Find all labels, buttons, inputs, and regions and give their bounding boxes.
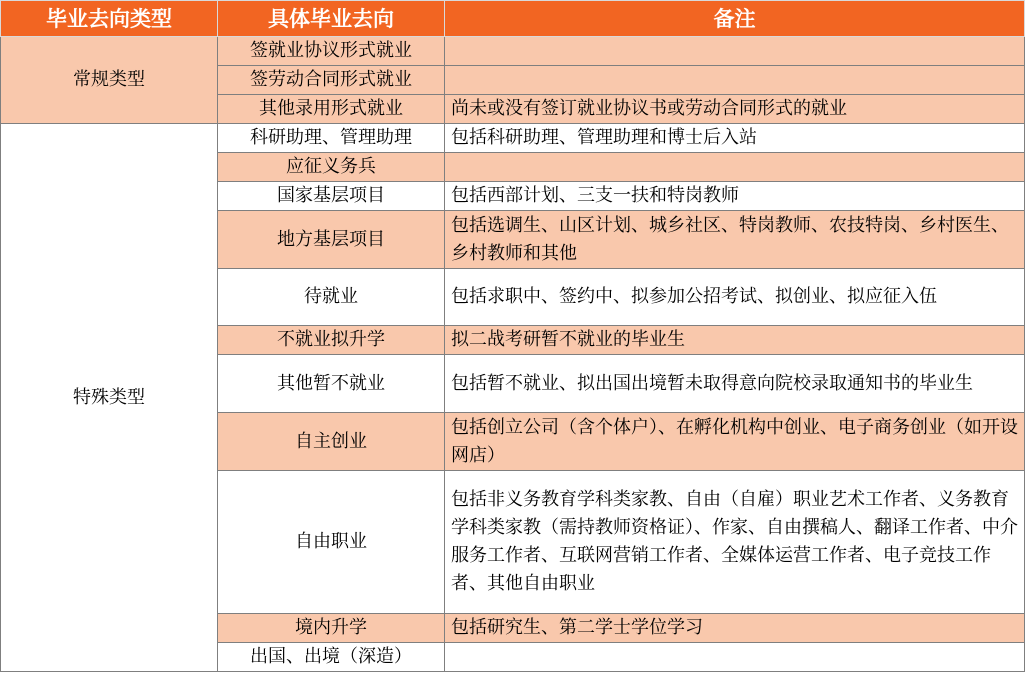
remarks-cell: 包括暂不就业、拟出国出境暂未取得意向院校录取通知书的毕业生 [445,355,1025,413]
remarks-cell: 包括研究生、第二学士学位学习 [445,614,1025,643]
remarks-cell [445,643,1025,672]
remarks-cell: 包括选调生、山区计划、城乡社区、特岗教师、农技特岗、乡村医生、乡村教师和其他 [445,211,1025,269]
remarks-cell: 包括西部计划、三支一扶和特岗教师 [445,182,1025,211]
remarks-cell [445,66,1025,95]
destination-cell: 地方基层项目 [218,211,445,269]
destination-cell: 出国、出境（深造） [218,643,445,672]
remarks-cell: 包括创立公司（含个体户）、在孵化机构中创业、电子商务创业（如开设网店） [445,413,1025,471]
table-row [1,37,1025,66]
destination-cell: 国家基层项目 [218,182,445,211]
remarks-cell: 包括科研助理、管理助理和博士后入站 [445,124,1025,153]
destination-cell: 其他暂不就业 [218,355,445,413]
destination-cell: 不就业拟升学 [218,326,445,355]
remarks-cell: 拟二战考研暂不就业的毕业生 [445,326,1025,355]
header-row [1,1,1025,37]
destination-cell: 自由职业 [218,471,445,614]
remarks-cell [445,153,1025,182]
destination-cell: 应征义务兵 [218,153,445,182]
destination-cell: 自主创业 [218,413,445,471]
destination-cell: 境内升学 [218,614,445,643]
destination-cell: 签就业协议形式就业 [218,37,445,66]
header-destination: 具体毕业去向 [218,1,445,37]
category-special: 特殊类型 [1,124,218,672]
remarks-cell: 包括非义务教育学科类家教、自由（自雇）职业艺术工作者、义务教育学科类家教（需持教师资格证）、作家、自由撰稿人、翻译工作者、中介服务工作者、互联网营销工作者、全媒体运营工作者、电子竞技工作者、其他自由职业 [445,471,1025,614]
remarks-cell: 尚未或没有签订就业协议书或劳动合同形式的就业 [445,95,1025,124]
remarks-cell [445,37,1025,66]
header-remarks: 备注 [445,1,1025,37]
table-row [1,124,1025,153]
remarks-cell: 包括求职中、签约中、拟参加公招考试、拟创业、拟应征入伍 [445,269,1025,326]
category-regular: 常规类型 [1,37,218,124]
header-category: 毕业去向类型 [1,1,218,37]
destination-cell: 科研助理、管理助理 [218,124,445,153]
destination-cell: 签劳动合同形式就业 [218,66,445,95]
destination-cell: 待就业 [218,269,445,326]
destination-cell: 其他录用形式就业 [218,95,445,124]
